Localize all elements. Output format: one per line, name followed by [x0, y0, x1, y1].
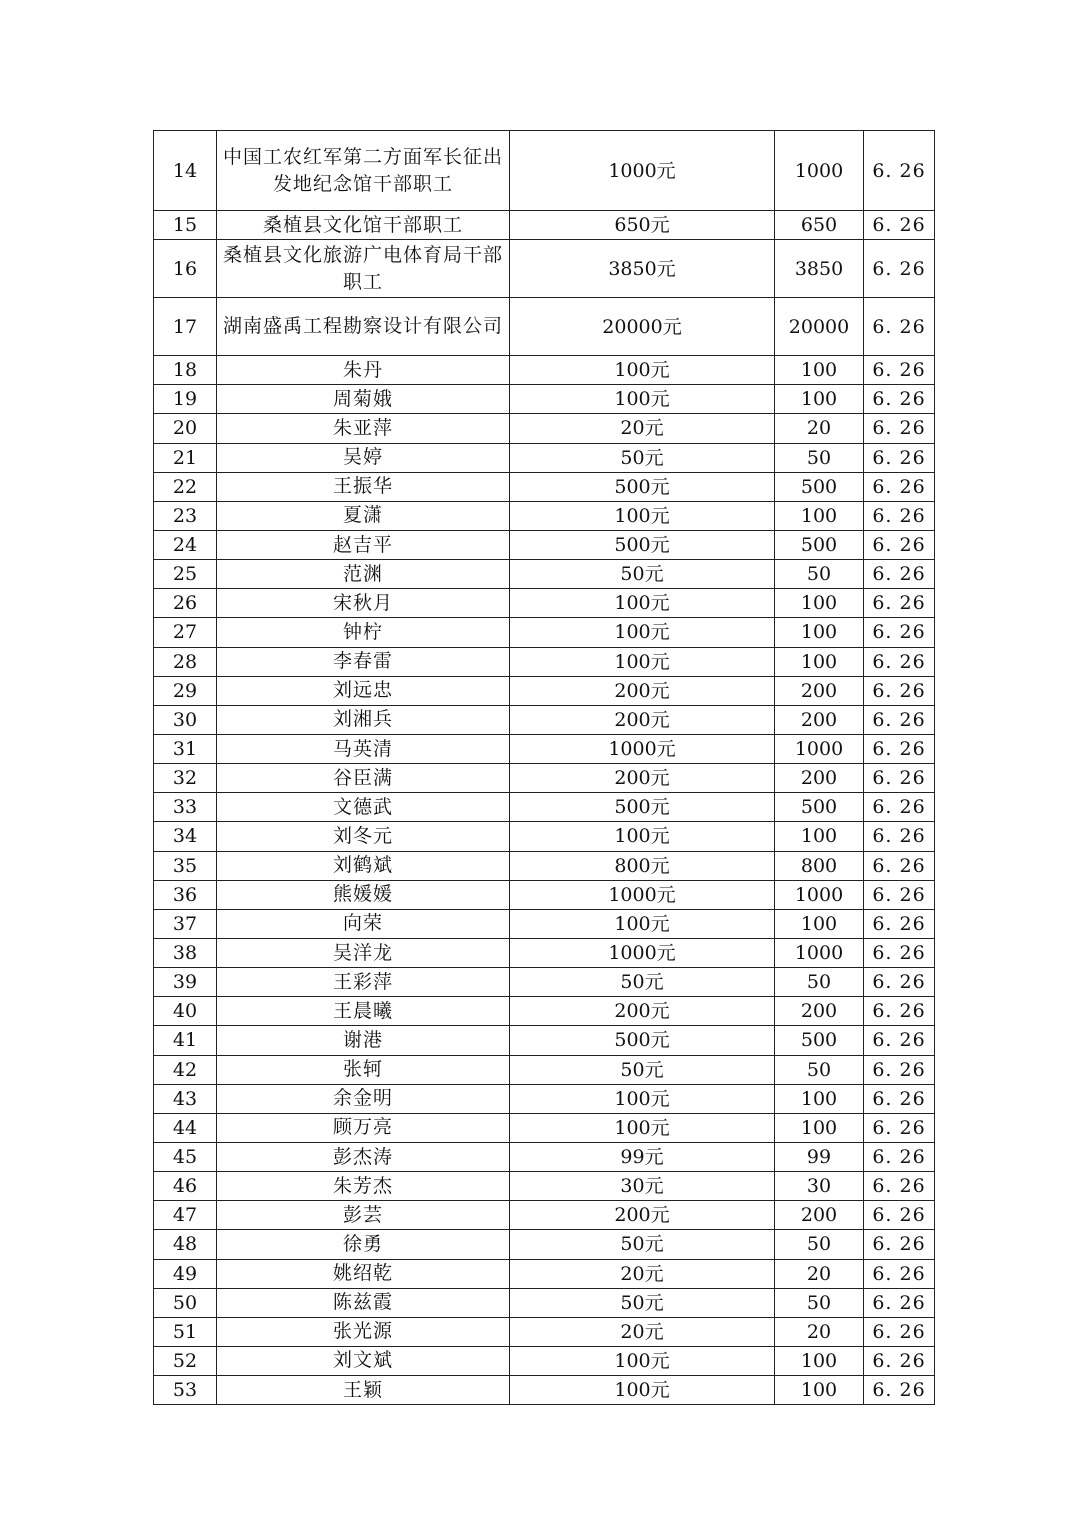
date-cell: 6. 26 [864, 1288, 935, 1317]
donor-name-cell: 陈兹霞 [217, 1288, 510, 1317]
amount-cell: 50元 [510, 1055, 775, 1084]
donor-name-cell: 李春雷 [217, 647, 510, 676]
amount-cell: 1000元 [510, 880, 775, 909]
amount-cell: 200元 [510, 997, 775, 1026]
date-cell: 6. 26 [864, 764, 935, 793]
table-row [154, 530, 935, 559]
date-cell: 6. 26 [864, 1026, 935, 1055]
value-cell: 200 [775, 1201, 864, 1230]
donor-name-cell: 刘文斌 [217, 1346, 510, 1375]
row-number-cell: 14 [154, 131, 217, 211]
row-number-cell: 24 [154, 530, 217, 559]
table-row [154, 1259, 935, 1288]
amount-cell: 20元 [510, 414, 775, 443]
donor-name-cell: 湖南盛禹工程勘察设计有限公司 [217, 298, 510, 356]
table-row [154, 1230, 935, 1259]
amount-cell: 20元 [510, 1259, 775, 1288]
donor-name-cell: 夏潇 [217, 501, 510, 530]
amount-cell: 50元 [510, 968, 775, 997]
value-cell: 1000 [775, 131, 864, 211]
date-cell: 6. 26 [864, 501, 935, 530]
table-row [154, 131, 935, 211]
amount-cell: 800元 [510, 851, 775, 880]
row-number-cell: 17 [154, 298, 217, 356]
date-cell: 6. 26 [864, 131, 935, 211]
table-row [154, 1142, 935, 1171]
donation-table [153, 130, 935, 1405]
value-cell: 50 [775, 1288, 864, 1317]
value-cell: 100 [775, 647, 864, 676]
row-number-cell: 29 [154, 676, 217, 705]
date-cell: 6. 26 [864, 1201, 935, 1230]
row-number-cell: 37 [154, 909, 217, 938]
table-row [154, 385, 935, 414]
date-cell: 6. 26 [864, 647, 935, 676]
table-row [154, 298, 935, 356]
value-cell: 500 [775, 530, 864, 559]
donor-name-cell: 朱芳杰 [217, 1172, 510, 1201]
table-row [154, 676, 935, 705]
amount-cell: 30元 [510, 1172, 775, 1201]
row-number-cell: 19 [154, 385, 217, 414]
table-row [154, 1055, 935, 1084]
donor-name-cell: 王颖 [217, 1376, 510, 1405]
table-row [154, 501, 935, 530]
table-row [154, 1376, 935, 1405]
date-cell: 6. 26 [864, 443, 935, 472]
amount-cell: 50元 [510, 1288, 775, 1317]
date-cell: 6. 26 [864, 530, 935, 559]
row-number-cell: 25 [154, 560, 217, 589]
amount-cell: 200元 [510, 705, 775, 734]
donor-name-cell: 向荣 [217, 909, 510, 938]
row-number-cell: 18 [154, 356, 217, 385]
date-cell: 6. 26 [864, 414, 935, 443]
donor-name-cell: 姚绍乾 [217, 1259, 510, 1288]
value-cell: 50 [775, 1055, 864, 1084]
row-number-cell: 49 [154, 1259, 217, 1288]
amount-cell: 200元 [510, 676, 775, 705]
amount-cell: 100元 [510, 589, 775, 618]
donor-name-cell: 徐勇 [217, 1230, 510, 1259]
value-cell: 200 [775, 676, 864, 705]
value-cell: 100 [775, 1113, 864, 1142]
table-row [154, 443, 935, 472]
amount-cell: 50元 [510, 443, 775, 472]
row-number-cell: 32 [154, 764, 217, 793]
table-row [154, 589, 935, 618]
donor-name-cell: 谢港 [217, 1026, 510, 1055]
row-number-cell: 27 [154, 618, 217, 647]
date-cell: 6. 26 [864, 1317, 935, 1346]
row-number-cell: 52 [154, 1346, 217, 1375]
value-cell: 99 [775, 1142, 864, 1171]
value-cell: 100 [775, 385, 864, 414]
donor-name-cell: 刘远忠 [217, 676, 510, 705]
table-row [154, 647, 935, 676]
donor-name-cell: 桑植县文化旅游广电体育局干部职工 [217, 240, 510, 298]
row-number-cell: 41 [154, 1026, 217, 1055]
value-cell: 100 [775, 1376, 864, 1405]
date-cell: 6. 26 [864, 472, 935, 501]
table-row [154, 997, 935, 1026]
amount-cell: 100元 [510, 1376, 775, 1405]
amount-cell: 50元 [510, 560, 775, 589]
amount-cell: 100元 [510, 385, 775, 414]
row-number-cell: 20 [154, 414, 217, 443]
date-cell: 6. 26 [864, 997, 935, 1026]
donor-name-cell: 吴洋龙 [217, 938, 510, 967]
value-cell: 50 [775, 443, 864, 472]
donor-name-cell: 赵吉平 [217, 530, 510, 559]
amount-cell: 100元 [510, 822, 775, 851]
value-cell: 20000 [775, 298, 864, 356]
value-cell: 200 [775, 764, 864, 793]
table-row [154, 764, 935, 793]
table-row [154, 705, 935, 734]
date-cell: 6. 26 [864, 211, 935, 240]
date-cell: 6. 26 [864, 356, 935, 385]
donor-name-cell: 彭杰涛 [217, 1142, 510, 1171]
value-cell: 800 [775, 851, 864, 880]
donor-name-cell: 熊媛媛 [217, 880, 510, 909]
row-number-cell: 50 [154, 1288, 217, 1317]
amount-cell: 1000元 [510, 734, 775, 763]
date-cell: 6. 26 [864, 880, 935, 909]
row-number-cell: 23 [154, 501, 217, 530]
date-cell: 6. 26 [864, 676, 935, 705]
row-number-cell: 42 [154, 1055, 217, 1084]
table-row [154, 414, 935, 443]
row-number-cell: 47 [154, 1201, 217, 1230]
value-cell: 20 [775, 414, 864, 443]
donor-name-cell: 马英清 [217, 734, 510, 763]
date-cell: 6. 26 [864, 1172, 935, 1201]
donor-name-cell: 范渊 [217, 560, 510, 589]
donor-name-cell: 钟柠 [217, 618, 510, 647]
value-cell: 100 [775, 356, 864, 385]
row-number-cell: 44 [154, 1113, 217, 1142]
amount-cell: 3850元 [510, 240, 775, 298]
table-row [154, 938, 935, 967]
amount-cell: 100元 [510, 1113, 775, 1142]
row-number-cell: 48 [154, 1230, 217, 1259]
table-row [154, 1346, 935, 1375]
row-number-cell: 16 [154, 240, 217, 298]
table-row [154, 472, 935, 501]
value-cell: 200 [775, 705, 864, 734]
value-cell: 1000 [775, 734, 864, 763]
donor-name-cell: 刘鹤斌 [217, 851, 510, 880]
table-row [154, 211, 935, 240]
donor-name-cell: 顾万亮 [217, 1113, 510, 1142]
value-cell: 20 [775, 1259, 864, 1288]
table-row [154, 793, 935, 822]
amount-cell: 20元 [510, 1317, 775, 1346]
date-cell: 6. 26 [864, 793, 935, 822]
row-number-cell: 21 [154, 443, 217, 472]
amount-cell: 100元 [510, 618, 775, 647]
donor-name-cell: 张光源 [217, 1317, 510, 1346]
value-cell: 200 [775, 997, 864, 1026]
row-number-cell: 35 [154, 851, 217, 880]
table-row [154, 1172, 935, 1201]
table-row [154, 734, 935, 763]
date-cell: 6. 26 [864, 1230, 935, 1259]
table-row [154, 1288, 935, 1317]
donor-name-cell: 桑植县文化馆干部职工 [217, 211, 510, 240]
table-row [154, 560, 935, 589]
amount-cell: 20000元 [510, 298, 775, 356]
date-cell: 6. 26 [864, 618, 935, 647]
table-row [154, 618, 935, 647]
amount-cell: 500元 [510, 793, 775, 822]
table-body [154, 131, 935, 1405]
donor-name-cell: 王振华 [217, 472, 510, 501]
value-cell: 30 [775, 1172, 864, 1201]
value-cell: 500 [775, 793, 864, 822]
donor-name-cell: 文德武 [217, 793, 510, 822]
donor-name-cell: 宋秋月 [217, 589, 510, 618]
amount-cell: 500元 [510, 472, 775, 501]
date-cell: 6. 26 [864, 968, 935, 997]
row-number-cell: 34 [154, 822, 217, 851]
date-cell: 6. 26 [864, 1113, 935, 1142]
table-row [154, 356, 935, 385]
date-cell: 6. 26 [864, 851, 935, 880]
row-number-cell: 31 [154, 734, 217, 763]
donor-name-cell: 朱亚萍 [217, 414, 510, 443]
donor-name-cell: 朱丹 [217, 356, 510, 385]
donor-name-cell: 彭芸 [217, 1201, 510, 1230]
donor-name-cell: 刘湘兵 [217, 705, 510, 734]
date-cell: 6. 26 [864, 1376, 935, 1405]
table-row [154, 1113, 935, 1142]
value-cell: 100 [775, 909, 864, 938]
row-number-cell: 15 [154, 211, 217, 240]
date-cell: 6. 26 [864, 734, 935, 763]
date-cell: 6. 26 [864, 560, 935, 589]
date-cell: 6. 26 [864, 240, 935, 298]
date-cell: 6. 26 [864, 1084, 935, 1113]
value-cell: 20 [775, 1317, 864, 1346]
table-row [154, 968, 935, 997]
table-row [154, 1201, 935, 1230]
row-number-cell: 28 [154, 647, 217, 676]
amount-cell: 100元 [510, 647, 775, 676]
donor-name-cell: 谷臣满 [217, 764, 510, 793]
value-cell: 100 [775, 618, 864, 647]
table-row [154, 240, 935, 298]
amount-cell: 100元 [510, 501, 775, 530]
date-cell: 6. 26 [864, 938, 935, 967]
amount-cell: 500元 [510, 530, 775, 559]
date-cell: 6. 26 [864, 589, 935, 618]
donor-name-cell: 王晨曦 [217, 997, 510, 1026]
table-row [154, 822, 935, 851]
amount-cell: 100元 [510, 1346, 775, 1375]
value-cell: 50 [775, 968, 864, 997]
date-cell: 6. 26 [864, 822, 935, 851]
value-cell: 1000 [775, 938, 864, 967]
value-cell: 500 [775, 472, 864, 501]
table-row [154, 880, 935, 909]
table-row [154, 1317, 935, 1346]
amount-cell: 650元 [510, 211, 775, 240]
row-number-cell: 45 [154, 1142, 217, 1171]
date-cell: 6. 26 [864, 1346, 935, 1375]
date-cell: 6. 26 [864, 298, 935, 356]
date-cell: 6. 26 [864, 1055, 935, 1084]
value-cell: 100 [775, 501, 864, 530]
donor-name-cell: 刘冬元 [217, 822, 510, 851]
row-number-cell: 30 [154, 705, 217, 734]
row-number-cell: 26 [154, 589, 217, 618]
donor-name-cell: 王彩萍 [217, 968, 510, 997]
row-number-cell: 40 [154, 997, 217, 1026]
date-cell: 6. 26 [864, 705, 935, 734]
donor-name-cell: 余金明 [217, 1084, 510, 1113]
donor-name-cell: 张轲 [217, 1055, 510, 1084]
row-number-cell: 36 [154, 880, 217, 909]
table-row [154, 909, 935, 938]
row-number-cell: 38 [154, 938, 217, 967]
amount-cell: 1000元 [510, 938, 775, 967]
row-number-cell: 22 [154, 472, 217, 501]
donor-name-cell: 中国工农红军第二方面军长征出发地纪念馆干部职工 [217, 131, 510, 211]
row-number-cell: 39 [154, 968, 217, 997]
table-row [154, 1026, 935, 1055]
value-cell: 50 [775, 560, 864, 589]
value-cell: 100 [775, 822, 864, 851]
date-cell: 6. 26 [864, 909, 935, 938]
value-cell: 500 [775, 1026, 864, 1055]
amount-cell: 99元 [510, 1142, 775, 1171]
donor-name-cell: 周菊娥 [217, 385, 510, 414]
value-cell: 100 [775, 1346, 864, 1375]
row-number-cell: 43 [154, 1084, 217, 1113]
amount-cell: 200元 [510, 1201, 775, 1230]
amount-cell: 100元 [510, 1084, 775, 1113]
amount-cell: 50元 [510, 1230, 775, 1259]
amount-cell: 100元 [510, 356, 775, 385]
value-cell: 1000 [775, 880, 864, 909]
donor-name-cell: 吴婷 [217, 443, 510, 472]
amount-cell: 1000元 [510, 131, 775, 211]
amount-cell: 500元 [510, 1026, 775, 1055]
date-cell: 6. 26 [864, 1142, 935, 1171]
value-cell: 50 [775, 1230, 864, 1259]
value-cell: 100 [775, 589, 864, 618]
table-row [154, 1084, 935, 1113]
date-cell: 6. 26 [864, 1259, 935, 1288]
value-cell: 650 [775, 211, 864, 240]
table-row [154, 851, 935, 880]
amount-cell: 200元 [510, 764, 775, 793]
value-cell: 3850 [775, 240, 864, 298]
row-number-cell: 53 [154, 1376, 217, 1405]
row-number-cell: 33 [154, 793, 217, 822]
row-number-cell: 46 [154, 1172, 217, 1201]
date-cell: 6. 26 [864, 385, 935, 414]
amount-cell: 100元 [510, 909, 775, 938]
value-cell: 100 [775, 1084, 864, 1113]
row-number-cell: 51 [154, 1317, 217, 1346]
